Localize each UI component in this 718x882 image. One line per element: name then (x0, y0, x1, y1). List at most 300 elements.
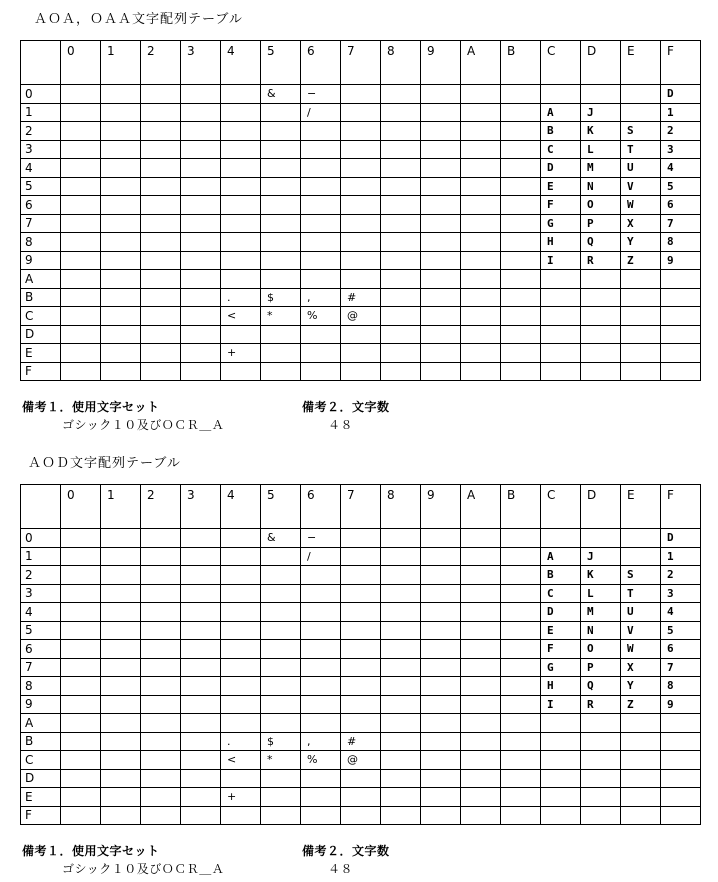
table-cell (61, 584, 101, 603)
table-cell (61, 362, 101, 381)
table-cell (381, 695, 421, 714)
table-cell (301, 177, 341, 196)
table-cell: D (541, 603, 581, 622)
table-cell (581, 788, 621, 807)
table-cell (621, 362, 661, 381)
table-cell (501, 566, 541, 585)
note1-label: 備考１．使用文字セット (22, 844, 160, 858)
table-cell (501, 362, 541, 381)
table-cell (301, 270, 341, 289)
table-cell (101, 103, 141, 122)
table-cell (261, 621, 301, 640)
table-cell (421, 325, 461, 344)
row-header: 9 (21, 695, 61, 714)
table-cell (341, 658, 381, 677)
table-cell (181, 566, 221, 585)
table-cell (61, 603, 101, 622)
table-cell (421, 214, 461, 233)
table-cell (621, 307, 661, 326)
table-cell (461, 233, 501, 252)
table-cell (181, 307, 221, 326)
table-cell (61, 547, 101, 566)
table-cell (301, 677, 341, 696)
table-cell (141, 658, 181, 677)
table-title: ＡＯＤ文字配列テーブル (28, 456, 181, 471)
table-cell (261, 103, 301, 122)
table-cell (461, 177, 501, 196)
column-header: 4 (221, 485, 261, 529)
table-cell (541, 288, 581, 307)
table-cell: R (581, 695, 621, 714)
table-cell (341, 677, 381, 696)
column-header: F (661, 485, 701, 529)
table-cell (261, 233, 301, 252)
table-cell (541, 85, 581, 104)
character-table (20, 484, 701, 825)
table-cell (181, 769, 221, 788)
table-cell (381, 806, 421, 825)
table-cell (301, 769, 341, 788)
table-cell (341, 529, 381, 548)
table-cell (341, 621, 381, 640)
table-cell (141, 288, 181, 307)
table-cell (181, 695, 221, 714)
table-cell (501, 529, 541, 548)
table-cell (261, 196, 301, 215)
table-cell (221, 695, 261, 714)
table-cell (141, 196, 181, 215)
table-cell (381, 621, 421, 640)
table-cell (421, 85, 461, 104)
table-cell (261, 214, 301, 233)
table-cell (101, 529, 141, 548)
table-cell (101, 362, 141, 381)
table-cell (421, 640, 461, 659)
table-cell (581, 362, 621, 381)
table-cell (341, 547, 381, 566)
table-cell (181, 196, 221, 215)
row-header: E (21, 788, 61, 807)
table-cell (261, 566, 301, 585)
table-cell (581, 529, 621, 548)
table-cell (381, 177, 421, 196)
table-cell: M (581, 603, 621, 622)
table-cell: C (541, 140, 581, 159)
table-cell (141, 732, 181, 751)
note1-label: 備考１．使用文字セット (22, 400, 160, 414)
table-cell (501, 806, 541, 825)
table-cell (661, 362, 701, 381)
table-cell (461, 621, 501, 640)
table-row (21, 140, 701, 159)
table-cell (581, 344, 621, 363)
table-cell (181, 640, 221, 659)
table-cell (301, 695, 341, 714)
table-cell (341, 640, 381, 659)
table-cell: < (221, 751, 261, 770)
table-cell (341, 603, 381, 622)
table-cell (61, 769, 101, 788)
table-cell: K (581, 566, 621, 585)
table-cell (101, 159, 141, 178)
table-cell (141, 566, 181, 585)
table-cell (341, 566, 381, 585)
table-cell (381, 214, 421, 233)
table-cell (461, 677, 501, 696)
table-cell (221, 640, 261, 659)
table-cell (421, 233, 461, 252)
table-cell: N (581, 621, 621, 640)
column-header: 2 (141, 485, 181, 529)
table-cell: E (541, 621, 581, 640)
table-cell (301, 140, 341, 159)
table-cell (501, 307, 541, 326)
column-header: 9 (421, 41, 461, 85)
table-cell (181, 529, 221, 548)
row-header: A (21, 714, 61, 733)
table-cell (61, 122, 101, 141)
table-cell (501, 270, 541, 289)
table-cell: − (301, 529, 341, 548)
column-header: 7 (341, 41, 381, 85)
table-cell (61, 140, 101, 159)
table-cell (301, 584, 341, 603)
table-cell: $ (261, 732, 301, 751)
table-cell (101, 177, 141, 196)
table-cell: Y (621, 233, 661, 252)
table-cell (301, 196, 341, 215)
row-header: 1 (21, 547, 61, 566)
table-row (21, 751, 701, 770)
table-cell: S (621, 566, 661, 585)
table-cell (101, 214, 141, 233)
table-cell (381, 307, 421, 326)
table-cell: D (661, 529, 701, 548)
table-cell: # (341, 288, 381, 307)
table-cell: U (621, 603, 661, 622)
table-cell (261, 695, 301, 714)
table-cell (101, 196, 141, 215)
table-cell (101, 566, 141, 585)
table-cell (501, 584, 541, 603)
table-cell (301, 362, 341, 381)
table-cell (101, 621, 141, 640)
table-cell (541, 732, 581, 751)
table-cell (621, 325, 661, 344)
table-cell (181, 547, 221, 566)
table-cell: & (261, 85, 301, 104)
column-header: B (501, 41, 541, 85)
table-cell (221, 159, 261, 178)
table-cell (341, 85, 381, 104)
table-cell (181, 751, 221, 770)
table-cell (101, 677, 141, 696)
table-cell: J (581, 547, 621, 566)
table-cell (461, 85, 501, 104)
table-row (21, 122, 701, 141)
row-header: 9 (21, 251, 61, 270)
table-cell (621, 529, 661, 548)
table-row (21, 603, 701, 622)
table-row (21, 251, 701, 270)
table-cell (261, 603, 301, 622)
table-cell (341, 122, 381, 141)
row-header: D (21, 769, 61, 788)
table-cell: 7 (661, 658, 701, 677)
table-cell: 5 (661, 177, 701, 196)
table-cell (421, 140, 461, 159)
table-cell (381, 362, 421, 381)
table-cell: % (301, 307, 341, 326)
row-header: 7 (21, 214, 61, 233)
table-cell (501, 140, 541, 159)
table-cell (181, 140, 221, 159)
table-cell (621, 103, 661, 122)
table-cell (541, 806, 581, 825)
table-cell: H (541, 677, 581, 696)
table-cell (141, 344, 181, 363)
row-header: 6 (21, 196, 61, 215)
table-cell (501, 288, 541, 307)
table-cell (341, 251, 381, 270)
table-row (21, 325, 701, 344)
table-cell (501, 769, 541, 788)
column-header-row (21, 41, 701, 85)
table-cell (621, 769, 661, 788)
table-cell (421, 362, 461, 381)
table-cell (301, 122, 341, 141)
table-cell: 4 (661, 603, 701, 622)
table-cell: C (541, 584, 581, 603)
row-header: F (21, 806, 61, 825)
table-cell (621, 270, 661, 289)
table-cell (381, 140, 421, 159)
column-header: 3 (181, 485, 221, 529)
table-cell (61, 714, 101, 733)
table-cell (261, 177, 301, 196)
table-cell (421, 344, 461, 363)
table-cell (301, 621, 341, 640)
table-cell (501, 251, 541, 270)
table-cell: I (541, 695, 581, 714)
table-cell (61, 695, 101, 714)
table-cell (341, 344, 381, 363)
table-cell (341, 806, 381, 825)
table-cell (61, 658, 101, 677)
table-cell (501, 603, 541, 622)
table-cell (141, 233, 181, 252)
table-cell (141, 307, 181, 326)
table-cell (101, 695, 141, 714)
row-header: B (21, 732, 61, 751)
table-cell (101, 122, 141, 141)
table-cell (661, 344, 701, 363)
table-cell: J (581, 103, 621, 122)
table-cell: & (261, 529, 301, 548)
column-header: 7 (341, 485, 381, 529)
table-cell (381, 788, 421, 807)
table-cell (101, 85, 141, 104)
table-row (21, 769, 701, 788)
table-cell (381, 732, 421, 751)
table-cell (61, 288, 101, 307)
column-header: 0 (61, 41, 101, 85)
table-cell (541, 325, 581, 344)
table-cell (541, 362, 581, 381)
table-cell (461, 658, 501, 677)
table-cell: K (581, 122, 621, 141)
table-cell (381, 584, 421, 603)
table-cell (341, 362, 381, 381)
table-cell (181, 233, 221, 252)
table-cell: L (581, 584, 621, 603)
table-cell (541, 714, 581, 733)
table-cell: Y (621, 677, 661, 696)
table-cell (381, 196, 421, 215)
table-cell (461, 584, 501, 603)
table-cell (301, 251, 341, 270)
table-cell (461, 788, 501, 807)
table-row (21, 621, 701, 640)
table-cell: 3 (661, 140, 701, 159)
table-cell (501, 714, 541, 733)
table-cell (301, 806, 341, 825)
table-cell (181, 584, 221, 603)
table-cell (141, 769, 181, 788)
table-cell (221, 122, 261, 141)
table-cell (621, 806, 661, 825)
table-cell (461, 640, 501, 659)
character-table (20, 40, 701, 381)
table-row (21, 529, 701, 548)
table-cell (421, 288, 461, 307)
table-cell (181, 325, 221, 344)
table-cell (261, 714, 301, 733)
column-header: F (661, 41, 701, 85)
table-cell: − (301, 85, 341, 104)
table-cell (381, 603, 421, 622)
table-cell (101, 325, 141, 344)
table-cell (581, 732, 621, 751)
table-cell (221, 529, 261, 548)
table-cell (61, 177, 101, 196)
table-cell: D (661, 85, 701, 104)
table-cell (301, 325, 341, 344)
table-cell (301, 344, 341, 363)
column-header: 4 (221, 41, 261, 85)
column-header: 9 (421, 485, 461, 529)
row-header: 0 (21, 85, 61, 104)
table-cell (381, 251, 421, 270)
table-cell: * (261, 751, 301, 770)
table-cell (141, 251, 181, 270)
table-cell (501, 547, 541, 566)
table-row (21, 806, 701, 825)
table-cell (501, 640, 541, 659)
table-cell (141, 103, 181, 122)
table-cell (301, 233, 341, 252)
table-cell (141, 788, 181, 807)
table-cell (221, 103, 261, 122)
table-cell (381, 325, 421, 344)
table-cell: R (581, 251, 621, 270)
column-header: 8 (381, 485, 421, 529)
table-cell (341, 695, 381, 714)
table-cell: B (541, 122, 581, 141)
table-cell (461, 122, 501, 141)
table-cell (141, 751, 181, 770)
table-cell: T (621, 140, 661, 159)
table-cell: . (221, 288, 261, 307)
table-cell (501, 196, 541, 215)
table-cell (581, 307, 621, 326)
table-cell (261, 362, 301, 381)
table-cell (381, 677, 421, 696)
table-cell (581, 325, 621, 344)
row-header: 8 (21, 233, 61, 252)
table-cell (381, 159, 421, 178)
column-header: 1 (101, 485, 141, 529)
table-cell (61, 640, 101, 659)
table-cell: / (301, 547, 341, 566)
column-header: B (501, 485, 541, 529)
table-cell (541, 270, 581, 289)
table-cell (501, 214, 541, 233)
table-cell: Q (581, 677, 621, 696)
table-cell (141, 214, 181, 233)
table-cell (381, 714, 421, 733)
table-cell: 8 (661, 233, 701, 252)
table-cell (581, 270, 621, 289)
table-cell (61, 85, 101, 104)
table-cell (421, 566, 461, 585)
table-cell (381, 85, 421, 104)
table-cell (261, 251, 301, 270)
table-cell (541, 307, 581, 326)
table-cell (381, 288, 421, 307)
table-cell (661, 788, 701, 807)
table-cell (581, 85, 621, 104)
table-cell: 9 (661, 695, 701, 714)
table-cell (101, 769, 141, 788)
table-cell (541, 344, 581, 363)
table-cell (421, 196, 461, 215)
table-cell (61, 159, 101, 178)
table-cell (221, 251, 261, 270)
table-cell (221, 769, 261, 788)
table-cell: V (621, 177, 661, 196)
table-cell (661, 732, 701, 751)
table-cell (501, 85, 541, 104)
table-cell (101, 806, 141, 825)
table-cell: W (621, 640, 661, 659)
table-cell (461, 603, 501, 622)
table-cell (301, 214, 341, 233)
table-cell (661, 714, 701, 733)
table-cell (621, 288, 661, 307)
table-cell (421, 732, 461, 751)
table-cell (421, 584, 461, 603)
table-cell: 2 (661, 122, 701, 141)
table-cell (541, 769, 581, 788)
table-cell: + (221, 344, 261, 363)
row-header: B (21, 288, 61, 307)
column-header: E (621, 485, 661, 529)
table-row (21, 307, 701, 326)
table-cell (141, 325, 181, 344)
table-cell (61, 270, 101, 289)
note2-value: ４８ (328, 418, 354, 432)
